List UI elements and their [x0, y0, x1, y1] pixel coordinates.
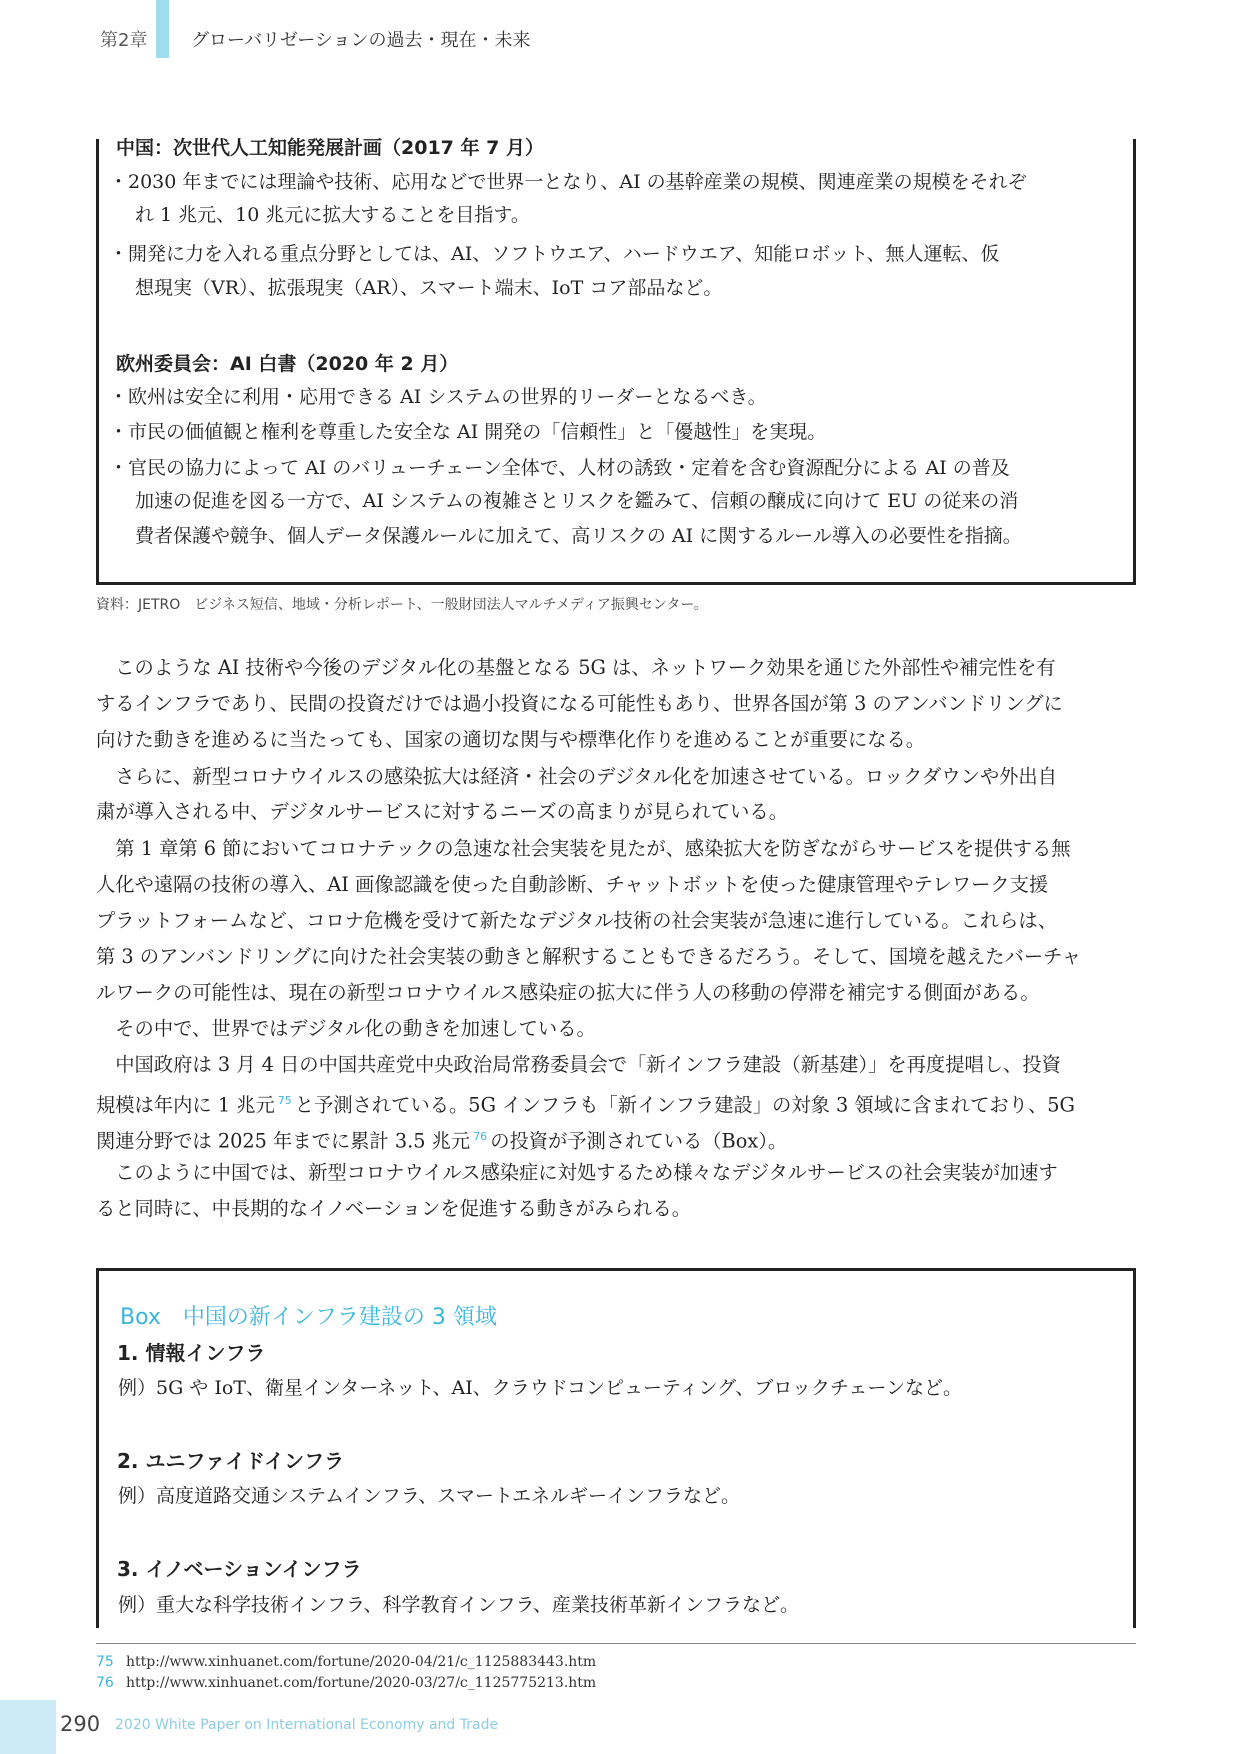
- body-line: その中で、世界ではデジタル化の動きを加速している。: [96, 1017, 596, 1040]
- infra-heading: 3. イノベーションインフラ: [117, 1557, 362, 1581]
- source-note: 資料：JETRO ビジネス短信、地域・分析レポート、一般財団法人マルチメディア振興センター。: [96, 597, 708, 613]
- header-accent-bar: [156, 0, 169, 58]
- body-text: 関連分野では 2025 年までに累計 3.5 兆元: [96, 1129, 471, 1153]
- eu-line: ・市民の価値観と権利を尊重した安全な AI 開発の「信頼性」と「優越性」を実現。: [109, 421, 827, 443]
- body-text: の投資が予測されている（Box）。: [490, 1129, 788, 1153]
- body-line: このように中国では、新型コロナウイルス感染症に対処するため様々なデジタルサービスの社会実装が加速す: [96, 1161, 1058, 1184]
- footnote-ref-76[interactable]: 76: [473, 1130, 488, 1143]
- eu-line: ・欧州は安全に利用・応用できる AI システムの世界的リーダーとなるべき。: [109, 386, 767, 408]
- body-text: 規模は年内に 1 兆元: [96, 1093, 275, 1117]
- body-line: [96, 1089, 1075, 1117]
- infra-example: 例）5G や IoT、衛星インターネット、AI、クラウドコンピューティング、ブロックチェーンなど。: [118, 1377, 963, 1399]
- body-text: と予測されている。5G インフラも「新インフラ建設」の対象 3 領域に含まれており、5G: [294, 1093, 1075, 1117]
- footnote-url[interactable]: http://www.xinhuanet.com/fortune/2020-04/21/c_1125883443.htm: [126, 1654, 597, 1670]
- body-line: するインフラであり、民間の投資だけでは過小投資になる可能性もあり、世界各国が第 3 のアンバンドリングに: [96, 692, 1063, 715]
- chapter-label: 第2章: [100, 30, 148, 51]
- policy-box: [96, 139, 1136, 585]
- eu-line: 加速の促進を図る一方で、AI システムの複雑さとリスクを鑑みて、信頼の醸成に向けて EU の従来の消: [135, 490, 1019, 512]
- body-line: 第 3 のアンバンドリングに向けた社会実装の動きと解釈することもできるだろう。そして、国境を越えたバーチャ: [96, 945, 1082, 968]
- china-line: 想現実（VR）、拡張現実（AR）、スマート端末、IoT コア部品など。: [135, 277, 723, 299]
- footnote-divider: [96, 1643, 1136, 1644]
- footnote-number: 75: [96, 1654, 114, 1670]
- footnote-ref-75[interactable]: 75: [277, 1094, 292, 1107]
- page-number: 290: [60, 1712, 101, 1736]
- footnote-75: [96, 1654, 596, 1670]
- chapter-title: グローバリゼーションの過去・現在・未来: [191, 30, 531, 51]
- china-line: れ 1 兆元、10 兆元に拡大することを目指す。: [135, 204, 530, 226]
- page-accent-bar: [0, 1700, 56, 1754]
- body-line: ルワークの可能性は、現在の新型コロナウイルス感染症の拡大に伴う人の移動の停滞を補完する側面がある。: [96, 981, 1040, 1004]
- publication-title: 2020 White Paper on International Economy and Trade: [115, 1717, 499, 1733]
- eu-line: 費者保護や競争、個人データ保護ルールに加えて、高リスクの AI に関するルール導入の必要性を指摘。: [135, 525, 1022, 547]
- body-line: 第 1 章第 6 節においてコロナテックの急速な社会実装を見たが、感染拡大を防ぎながらサービスを提供する無: [96, 837, 1071, 860]
- body-line: プラットフォームなど、コロナ危機を受けて新たなデジタル技術の社会実装が急速に進行している。これらは、: [96, 909, 1057, 932]
- china-line: ・開発に力を入れる重点分野としては、AI、ソフトウエア、ハードウエア、知能ロボット、無人運転、仮: [109, 243, 1000, 265]
- footnote-url[interactable]: http://www.xinhuanet.com/fortune/2020-03/27/c_1125775213.htm: [126, 1675, 597, 1691]
- china-plan-heading: 中国：次世代人工知能発展計画（2017 年 7 月）: [116, 137, 544, 159]
- body-line: 向けた動きを進めるに当たっても、国家の適切な関与や標準化作りを進めることが重要になる。: [96, 728, 926, 751]
- body-line: [96, 1125, 787, 1153]
- footnote-number: 76: [96, 1675, 114, 1691]
- body-line: 人化や遠隔の技術の導入、AI 画像認識を使った自動診断、チャットボットを使った健康管理やテレワーク支援: [96, 873, 1049, 896]
- infra-box-title: Box 中国の新インフラ建設の 3 領域: [120, 1305, 497, 1330]
- eu-line: ・官民の協力によって AI のバリューチェーン全体で、人材の誘致・定着を含む資源配分による AI の普及: [109, 457, 1010, 479]
- infra-example: 例）高度道路交通システムインフラ、スマートエネルギーインフラなど。: [118, 1485, 741, 1507]
- infra-heading: 2. ユニファイドインフラ: [117, 1449, 345, 1473]
- body-line: 中国政府は 3 月 4 日の中国共産党中央政治局常務委員会で「新インフラ建設（新基建）」を再度提唱し、投資: [96, 1053, 1061, 1076]
- infra-heading: 1. 情報インフラ: [117, 1341, 266, 1365]
- body-line: 粛が導入される中、デジタルサービスに対するニーズの高まりが見られている。: [96, 800, 788, 823]
- china-line: ・2030 年までには理論や技術、応用などで世界一となり、AI の基幹産業の規模、関連産業の規模をそれぞ: [109, 171, 1027, 193]
- body-line: ると同時に、中長期的なイノベーションを促進する動きがみられる。: [96, 1197, 692, 1220]
- infra-example: 例）重大な科学技術インフラ、科学教育インフラ、産業技術革新インフラなど。: [118, 1594, 799, 1616]
- eu-whitepaper-heading: 欧州委員会：AI 白書（2020 年 2 月）: [116, 353, 459, 375]
- body-line: さらに、新型コロナウイルスの感染拡大は経済・社会のデジタル化を加速させている。ロックダウンや外出自: [96, 765, 1057, 788]
- body-line: このような AI 技術や今後のデジタル化の基盤となる 5G は、ネットワーク効果を通じた外部性や補完性を有: [96, 656, 1056, 679]
- footnote-76: [96, 1675, 596, 1691]
